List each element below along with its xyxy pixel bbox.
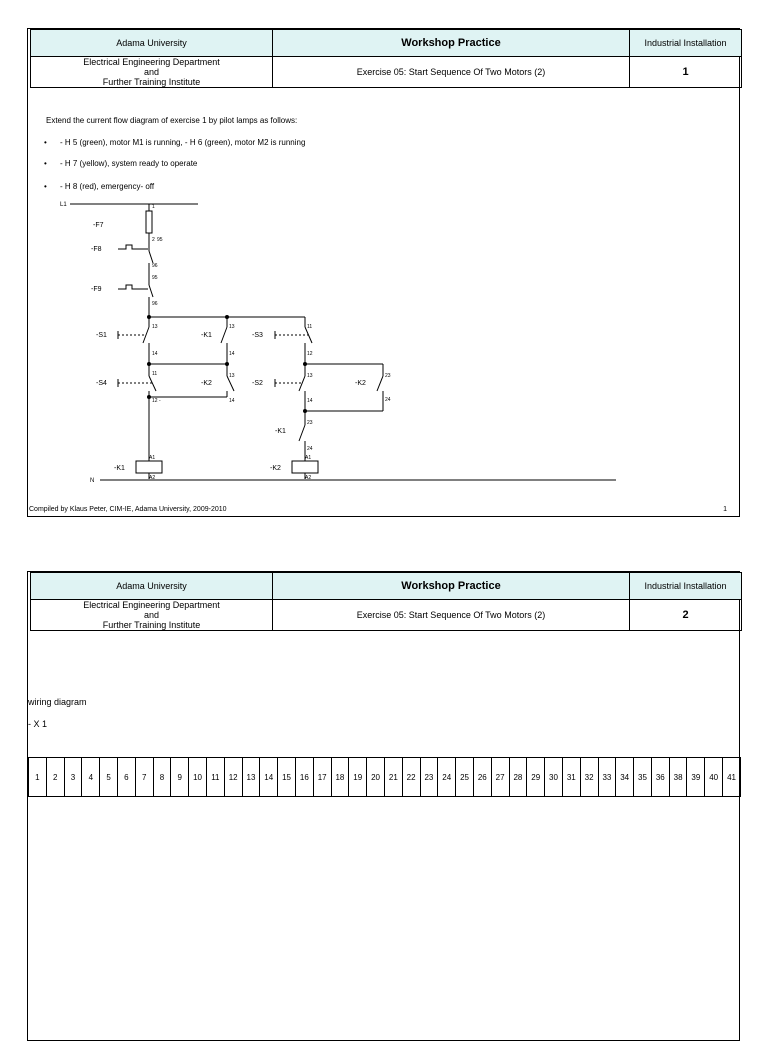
terminal-cell: 5 [100, 758, 118, 797]
terminal-cell: 19 [349, 758, 367, 797]
terminal-cell: 31 [562, 758, 580, 797]
terminal-strip-x1 [28, 757, 741, 797]
terminal-cell: 12 [224, 758, 242, 797]
terminal-cell: 10 [189, 758, 207, 797]
s4-label: -S4 [96, 380, 107, 387]
s1-label: -S1 [96, 332, 107, 339]
terminal-cell: 16 [295, 758, 313, 797]
svg-text:11: 11 [307, 324, 313, 330]
svg-text:95: 95 [152, 275, 158, 281]
university-cell: Adama University [31, 573, 273, 600]
page-number: 1 [723, 506, 727, 513]
terminal-cell: 21 [384, 758, 402, 797]
terminal-cell: 29 [527, 758, 545, 797]
f8-symbol [118, 245, 148, 249]
page-header [30, 572, 742, 631]
university-cell: Adama University [31, 30, 273, 57]
bullet-item: • - H 5 (green), motor M1 is running, - H 6 (green), motor M2 is running [60, 138, 305, 147]
k1-coil-label: -K1 [114, 465, 125, 472]
terminal-cell: 28 [509, 758, 527, 797]
s3-label: -S3 [252, 332, 263, 339]
page-number-cell: 2 [630, 600, 742, 631]
svg-text:12 -: 12 - [152, 398, 161, 404]
terminal-cell: 15 [278, 758, 296, 797]
svg-text:2: 2 [152, 237, 155, 243]
wiring-diagram-label: wiring diagram [28, 697, 87, 707]
terminal-strip-label: - X 1 [28, 719, 48, 729]
bullet-item: • - H 7 (yellow), system ready to operate [60, 159, 197, 168]
bullet-item: • - H 8 (red), emergency- off [60, 182, 154, 191]
terminal-cell: 22 [402, 758, 420, 797]
terminal-cell: 33 [598, 758, 616, 797]
k1-contact-label: -K1 [201, 332, 212, 339]
svg-text:14: 14 [307, 398, 313, 404]
svg-text:95: 95 [157, 237, 163, 243]
page-2 [27, 571, 740, 1041]
svg-text:13: 13 [229, 324, 235, 330]
f9-label: -F9 [91, 286, 102, 293]
exercise-title: Exercise 05: Start Sequence Of Two Motors (2) [273, 57, 630, 88]
l1-label: L1 [60, 202, 67, 208]
department-cell: Electrical Engineering Department and Further Training Institute [31, 57, 273, 88]
svg-text:13: 13 [307, 373, 313, 379]
terminal-cell: 11 [206, 758, 224, 797]
instruction-text: Extend the current flow diagram of exercise 1 by pilot lamps as follows: [46, 116, 298, 125]
svg-text:A1: A1 [305, 455, 312, 461]
page-1 [27, 28, 740, 517]
terminal-cell: 14 [260, 758, 278, 797]
terminal-cell: 39 [687, 758, 705, 797]
page-header [30, 29, 742, 88]
terminal-cell: 41 [723, 758, 741, 797]
k1-interlock-label: -K1 [275, 428, 286, 435]
terminal-cell: 24 [438, 758, 456, 797]
svg-text:23: 23 [385, 373, 391, 379]
svg-text:A2: A2 [305, 475, 312, 481]
terminal-cell: 30 [545, 758, 563, 797]
terminal-cell: 25 [456, 758, 474, 797]
exercise-title: Exercise 05: Start Sequence Of Two Motors (2) [273, 600, 630, 631]
k2-contact-label: -K2 [201, 380, 212, 387]
svg-text:14: 14 [229, 398, 235, 404]
terminal-cell: 13 [242, 758, 260, 797]
terminal-cell: 18 [331, 758, 349, 797]
svg-text:13: 13 [152, 324, 158, 330]
f8-label: -F8 [91, 246, 102, 253]
department-cell: Electrical Engineering Department and Further Training Institute [31, 600, 273, 631]
course-title: Workshop Practice [273, 30, 630, 57]
footer-credit: Compiled by Klaus Peter, CIM-IE, Adama University, 2009-2010 [29, 506, 227, 513]
terminal-cell: 27 [491, 758, 509, 797]
subject-cell: Industrial Installation [630, 573, 742, 600]
n-label: N [90, 478, 95, 484]
svg-text:14: 14 [152, 351, 158, 357]
svg-text:A1: A1 [149, 455, 156, 461]
subject-cell: Industrial Installation [630, 30, 742, 57]
k1-coil [136, 461, 162, 473]
svg-text:96: 96 [152, 301, 158, 307]
terminal-cell: 38 [669, 758, 687, 797]
f7-label: -F7 [93, 222, 104, 229]
terminal-cell: 3 [64, 758, 82, 797]
terminal-cell: 6 [117, 758, 135, 797]
terminal-cell: 9 [171, 758, 189, 797]
k2-hold-label: -K2 [355, 380, 366, 387]
svg-text:1: 1 [152, 204, 155, 210]
terminal-cell: 35 [634, 758, 652, 797]
svg-text:12: 12 [307, 351, 313, 357]
svg-text:24: 24 [385, 397, 391, 403]
terminal-cell: 23 [420, 758, 438, 797]
terminal-cell: 26 [473, 758, 491, 797]
k2-coil [292, 461, 318, 473]
terminal-cell: 36 [651, 758, 669, 797]
k2-coil-label: -K2 [270, 465, 281, 472]
page-number-cell: 1 [630, 57, 742, 88]
terminal-cell: 32 [580, 758, 598, 797]
svg-text:23: 23 [307, 420, 313, 426]
svg-text:11: 11 [152, 371, 158, 377]
terminal-cell: 1 [29, 758, 47, 797]
svg-text:96: 96 [152, 263, 158, 269]
terminal-cell: 17 [313, 758, 331, 797]
circuit-diagram [56, 199, 626, 484]
terminal-cell: 34 [616, 758, 634, 797]
s2-label: -S2 [252, 380, 263, 387]
terminal-cell: 8 [153, 758, 171, 797]
terminal-cell: 7 [135, 758, 153, 797]
fuse-f7 [146, 211, 152, 233]
svg-text:13: 13 [229, 373, 235, 379]
course-title: Workshop Practice [273, 573, 630, 600]
terminal-cell: 40 [705, 758, 723, 797]
terminal-cell: 2 [46, 758, 64, 797]
terminal-cell: 4 [82, 758, 100, 797]
svg-text:14: 14 [229, 351, 235, 357]
svg-text:A2: A2 [149, 475, 156, 481]
svg-text:24: 24 [307, 446, 313, 452]
f9-symbol [118, 285, 148, 289]
terminal-cell: 20 [367, 758, 385, 797]
